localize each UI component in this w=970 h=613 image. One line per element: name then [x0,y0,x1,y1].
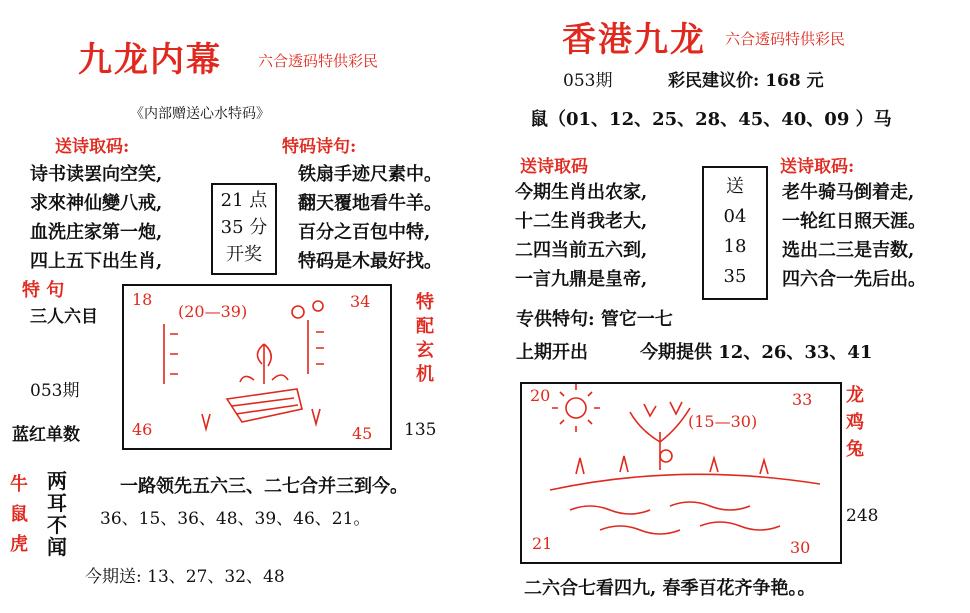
right-special-line: 专供特句: 管它一七 [516,309,673,330]
right-last-label: 上期开出 [516,342,588,363]
right-subtitle: 六合透码特供彩民 [725,30,846,48]
send-line: 18 [723,236,747,257]
poem-line: 铁扇手迹尺素中。 [298,164,442,185]
left-drawing-bottom-left: 46 [132,420,153,439]
left-side-vertical: 特配玄机 [413,292,434,388]
right-poem2-title: 送诗取码: [780,157,855,177]
left-poem [30,160,162,276]
poem-line: 二四当前五六到, [515,240,648,261]
poem-line: 翻天覆地看牛羊。 [298,193,442,214]
left-banner: 《内部赠送心水特码》 [130,106,270,122]
animal-label: 鼠 [10,504,28,525]
right-drawing-range: (15—30) [688,412,758,431]
send-line: 送 [726,176,744,197]
right-rat-line: 鼠（01、12、25、28、45、40、09 ）马 [530,109,892,130]
poem-line: 选出二三是吉数, [782,240,915,261]
left-subtitle: 六合透码特供彩民 [258,52,379,70]
left-time-box [211,183,277,275]
right-today-line: 今期提供 12、26、33、41 [640,342,873,363]
left-code-poem [298,160,442,276]
poem-line: 血洗庄家第一炮, [30,222,163,243]
right-poem [515,178,647,294]
right-issue: 053期 [563,71,613,91]
left-issue: 053期 [30,381,80,401]
right-bottom-line: 二六合七看四九, 春季百花齐争艳。。 [524,578,816,599]
animal-label: 牛 [10,474,28,495]
poem-line: 求來神仙變八戒, [30,193,163,214]
poem-line: 一言九鼎是皇帝, [515,269,648,290]
poem-line: 老牛骑马倒着走, [782,182,915,203]
right-side-number: 248 [846,506,879,526]
send-line: 04 [723,206,747,227]
left-numbers-line: 36、15、36、48、39、46、21。 [100,509,371,529]
animal-label: 虎 [10,534,28,555]
left-drawing-bottom-right: 45 [352,424,373,443]
right-send-box [702,166,768,300]
animal-label: 鸡 [846,412,864,433]
animal-label: 兔 [846,439,864,460]
poem-line: 特码是木最好找。 [298,251,442,272]
left-poem-title: 送诗取码: [55,137,130,157]
left-title: 九龙内幕 [78,40,222,80]
poem-line: 诗书读罢向空笑, [30,164,163,185]
poem-line: 今期生肖出农家, [515,182,648,203]
right-drawing-top-right: 33 [792,390,813,409]
left-ear-text: 两耳不闻 [47,469,67,559]
right-title: 香港九龙 [562,20,706,60]
left-lead-line: 一路领先五六三、二七合并三到今。 [120,476,408,497]
time-line: 21 点 [220,190,268,211]
time-line: 开奖 [226,244,262,265]
poem-line: 四六合一先后出。 [782,269,926,290]
right-drawing-bottom-left: 21 [532,534,553,553]
animal-label: 龙 [846,385,864,406]
right-drawing-bottom-right: 30 [790,538,811,557]
left-code-poem-title: 特码诗句: [282,137,357,157]
left-drawing-top-left: 18 [132,290,153,309]
right-sketch-icon [520,382,838,560]
poem-line: 四上五下出生肖, [30,251,163,272]
left-special-text: 三人六目 [30,307,98,327]
left-animals [10,470,28,560]
right-poem2 [782,178,926,294]
poem-line: 一轮红日照天涯。 [782,211,926,232]
left-drawing-top-right: 34 [350,292,371,311]
left-special-title: 特 句 [22,280,65,301]
poem-line: 十二生肖我老大, [515,211,648,232]
poem-line: 百分之百包中特, [298,222,431,243]
left-drawing-range: (20—39) [178,302,248,321]
send-line: 35 [723,266,747,287]
right-side-animals [846,382,864,463]
left-today-line: 今期送: 13、27、32、48 [85,567,285,587]
left-sketch-icon [122,284,388,446]
left-side-number: 135 [404,420,437,440]
right-price: 彩民建议价: 168 元 [668,71,824,91]
left-color-label: 蓝红单数 [12,425,80,445]
right-poem-title: 送诗取码 [520,157,588,177]
right-drawing-top-left: 20 [530,386,551,405]
time-line: 35 分 [220,217,268,238]
